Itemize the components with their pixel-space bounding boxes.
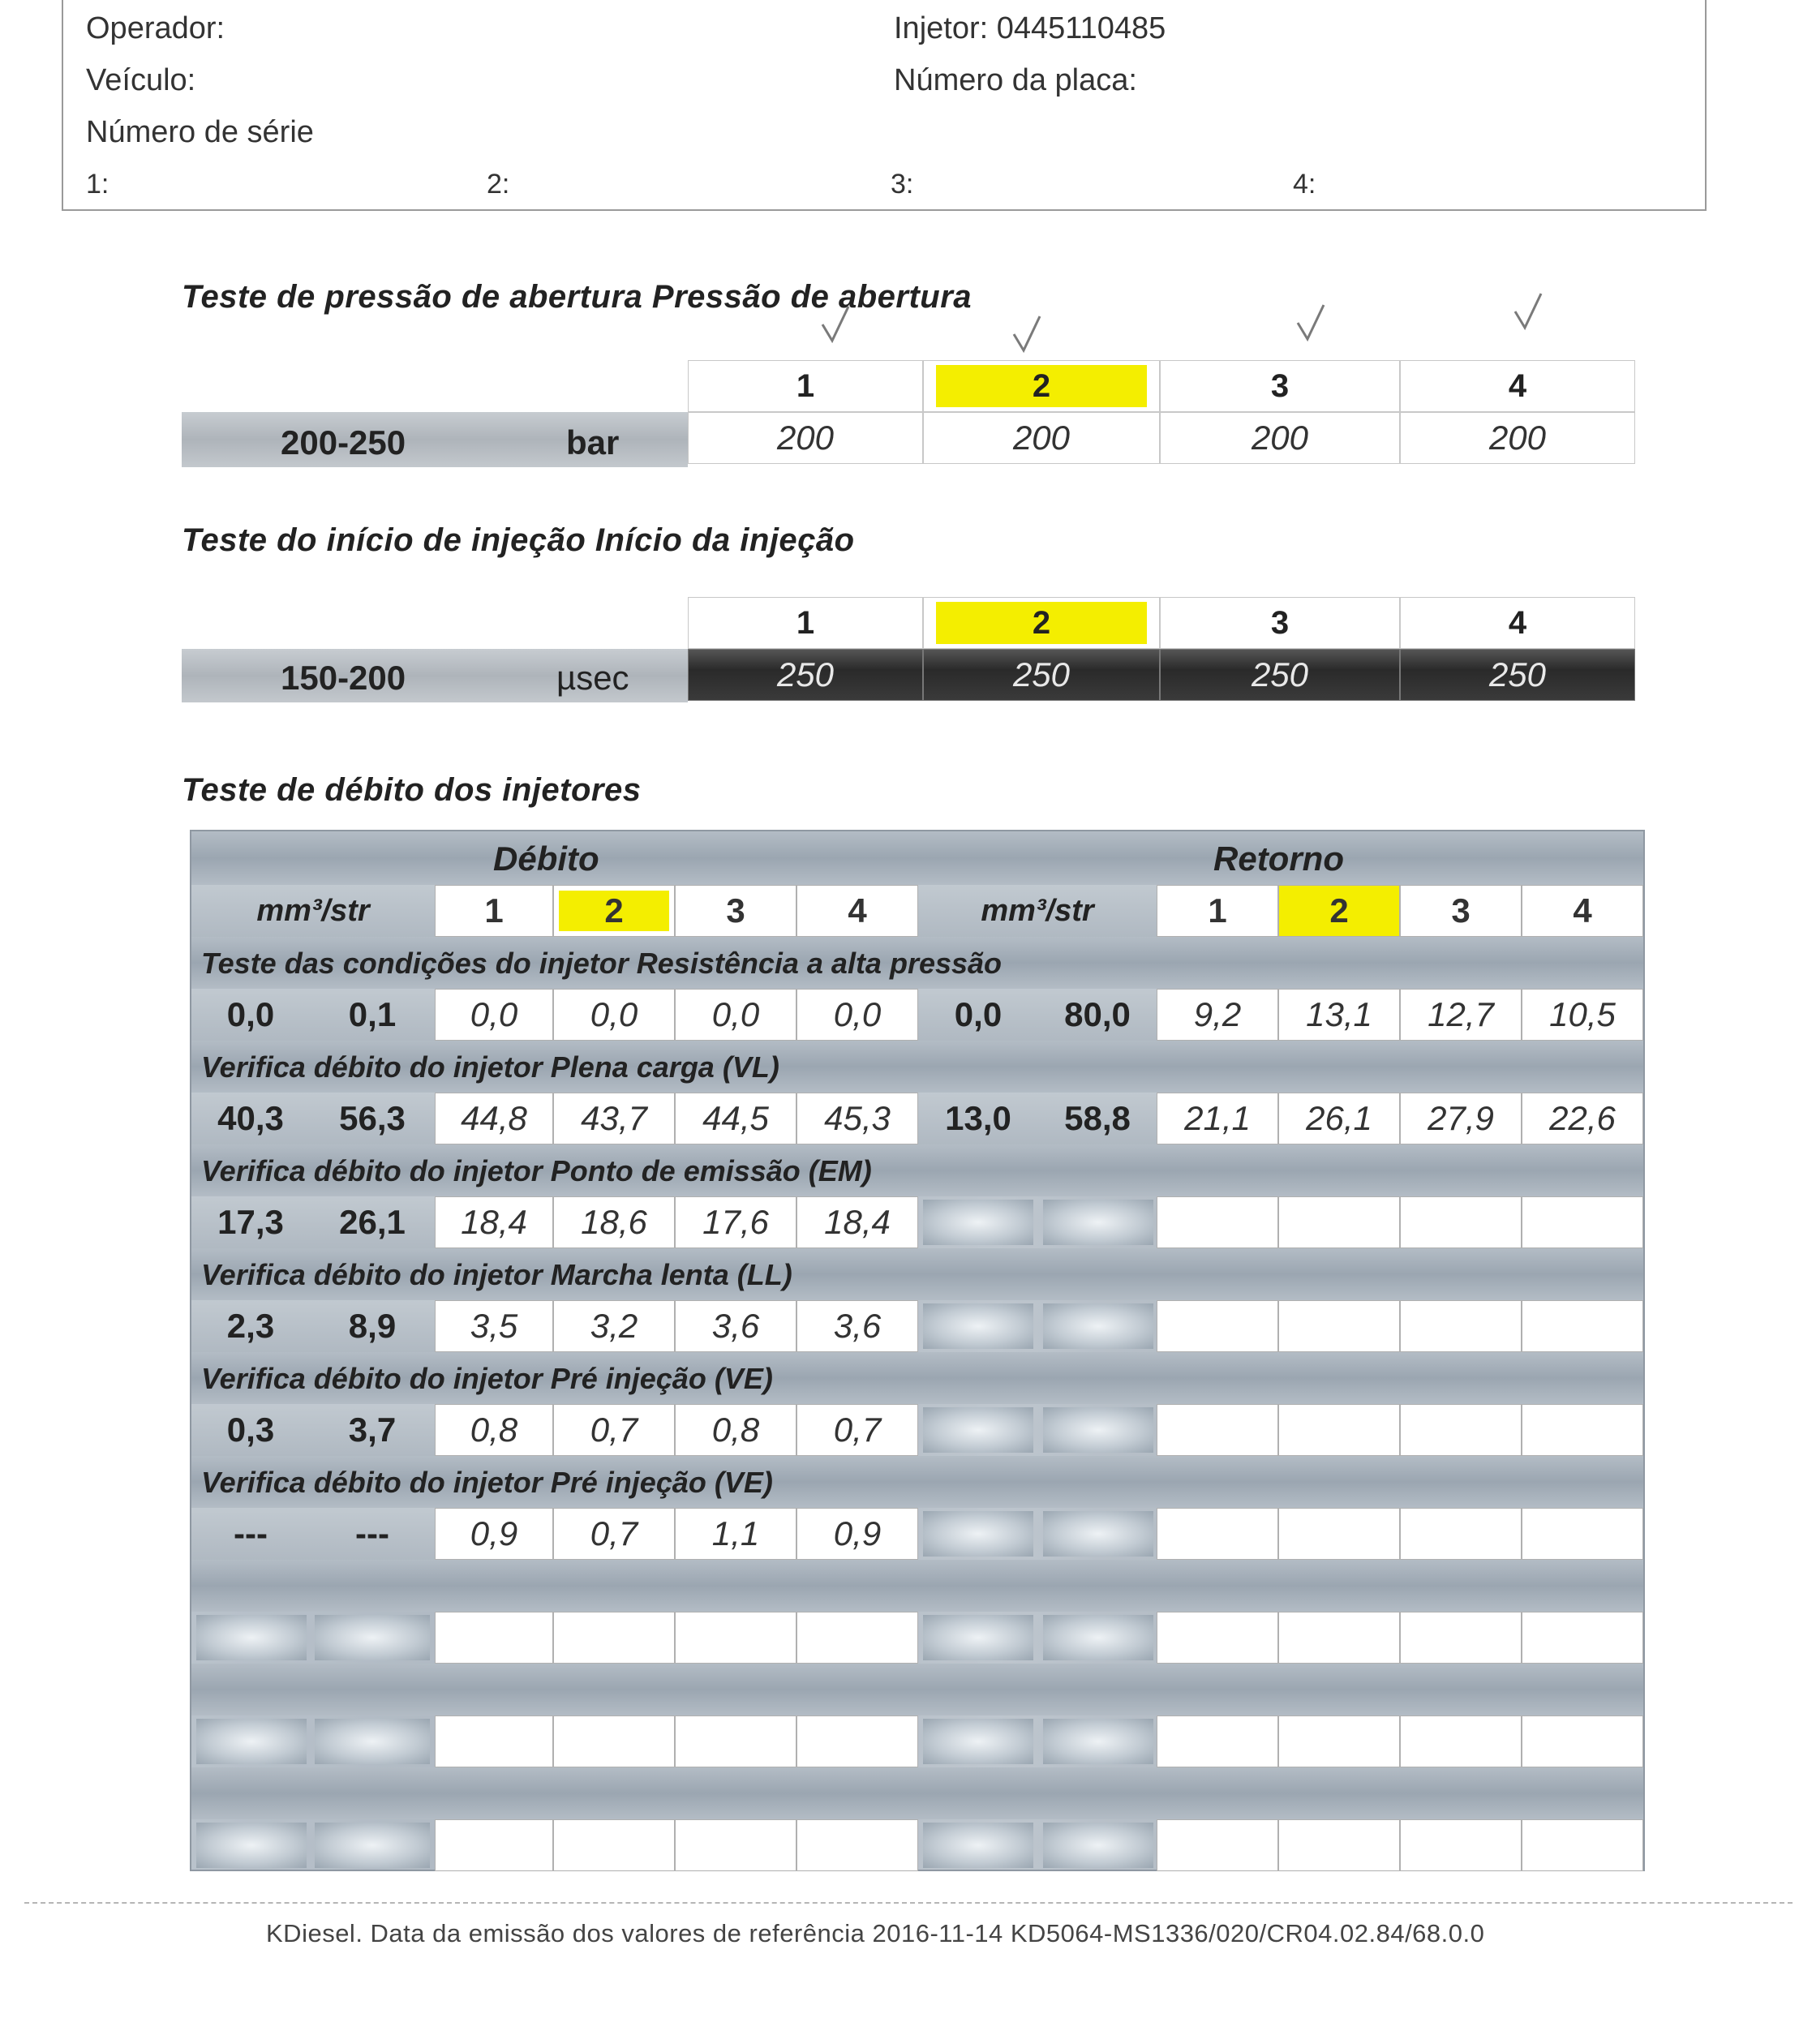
empty-cell [923, 1200, 1033, 1245]
serial-slot-2: 2: [487, 169, 510, 200]
retorno-value [1522, 1716, 1643, 1767]
debito-value: 0,7 [796, 1404, 918, 1456]
empty-cell [1043, 1407, 1153, 1453]
injetor-label: Injetor: 0445110485 [894, 11, 1166, 45]
debito-value: 3,6 [796, 1300, 918, 1352]
debito-min: 17,3 [191, 1196, 310, 1248]
retorno-value [1157, 1508, 1278, 1560]
retorno-value [1157, 1716, 1278, 1767]
retorno-value [1522, 1612, 1643, 1664]
debito-value: 43,7 [553, 1093, 675, 1144]
veiculo-label: Veículo: [86, 63, 196, 97]
opening_pressure-col-header: 2 [923, 360, 1160, 412]
retorno-value [1522, 1404, 1643, 1456]
empty-cell [923, 1823, 1033, 1868]
retorno-value [1278, 1508, 1400, 1560]
debito-value: 44,8 [435, 1093, 553, 1144]
serial-slot-4: 4: [1293, 169, 1316, 200]
retorno-value [1400, 1404, 1522, 1456]
debito-value: 0,0 [435, 989, 553, 1041]
retorno-value [1400, 1508, 1522, 1560]
debito-value [435, 1819, 553, 1871]
empty-cell [1043, 1823, 1153, 1868]
opening-pressure-title: Teste de pressão de abertura Pressão de abertura [182, 279, 972, 315]
empty-cell [196, 1615, 307, 1660]
debito-value: 0,7 [553, 1404, 675, 1456]
retorno-col-header: 2 [1278, 885, 1400, 937]
retorno-value [1522, 1508, 1643, 1560]
debito-unit: mm³/str [191, 885, 435, 937]
empty-cell [1043, 1200, 1153, 1245]
retorno-value: 26,1 [1278, 1093, 1400, 1144]
debito-value: 0,0 [553, 989, 675, 1041]
debito-value: 18,4 [796, 1196, 918, 1248]
retorno-value [1278, 1300, 1400, 1352]
debito-value [796, 1819, 918, 1871]
empty-cell [923, 1615, 1033, 1660]
debito-value: 18,6 [553, 1196, 675, 1248]
retorno-value [1157, 1300, 1278, 1352]
footer-divider [24, 1902, 1793, 1904]
empty-cell [1043, 1719, 1153, 1764]
flow-row-label: Verifica débito do injetor Marcha lenta (LL) [201, 1258, 792, 1291]
empty-cell [923, 1511, 1033, 1557]
debito-min: 40,3 [191, 1093, 310, 1144]
retorno-col-header: 4 [1522, 885, 1643, 937]
opening_pressure-value: 200 [1400, 412, 1635, 464]
retorno-value: 10,5 [1522, 989, 1643, 1041]
opening_pressure-value: 200 [1160, 412, 1400, 464]
debito-max: 26,1 [310, 1196, 435, 1248]
debito-value: 0,8 [675, 1404, 796, 1456]
debito-max: 0,1 [310, 989, 435, 1041]
opening-pressure-unit: bar [566, 423, 620, 462]
retorno-value: 12,7 [1400, 989, 1522, 1041]
debito-value: 18,4 [435, 1196, 553, 1248]
opening_pressure-value: 200 [688, 412, 923, 464]
injection_start-col-header: 2 [923, 597, 1160, 649]
debito-value: 45,3 [796, 1093, 918, 1144]
debito-value: 1,1 [675, 1508, 796, 1560]
flow-row-band [191, 1560, 1643, 1612]
empty-cell [1043, 1615, 1153, 1660]
debito-value: 44,5 [675, 1093, 796, 1144]
retorno-value [1400, 1612, 1522, 1664]
retorno-value: 27,9 [1400, 1093, 1522, 1144]
retorno-value [1278, 1612, 1400, 1664]
injection-start-range: 150-200 [281, 659, 406, 697]
flow-row-band [191, 1767, 1643, 1819]
empty-cell [1043, 1303, 1153, 1349]
injection_start-value: 250 [923, 649, 1160, 701]
retorno-value [1157, 1404, 1278, 1456]
retorno-min: 13,0 [918, 1093, 1038, 1144]
debito-col-header: 2 [553, 885, 675, 937]
flow-row-label: Verifica débito do injetor Pré injeção (VE) [201, 1362, 773, 1395]
debito-header: Débito [493, 840, 599, 878]
operador-label: Operador: [86, 11, 225, 45]
retorno-value [1278, 1196, 1400, 1248]
empty-cell [923, 1719, 1033, 1764]
retorno-value [1400, 1819, 1522, 1871]
flow-test-title: Teste de débito dos injetores [182, 772, 642, 808]
debito-value [675, 1612, 796, 1664]
debito-value: 0,0 [796, 989, 918, 1041]
debito-col-header: 3 [675, 885, 796, 937]
empty-cell [196, 1823, 307, 1868]
debito-value: 0,0 [675, 989, 796, 1041]
retorno-unit: mm³/str [918, 885, 1157, 937]
retorno-col-header: 1 [1157, 885, 1278, 937]
retorno-header: Retorno [1213, 840, 1344, 878]
debito-max: 56,3 [310, 1093, 435, 1144]
retorno-value [1522, 1196, 1643, 1248]
retorno-value [1522, 1819, 1643, 1871]
retorno-value [1400, 1300, 1522, 1352]
debito-value [553, 1612, 675, 1664]
retorno-value [1278, 1404, 1400, 1456]
serial-slot-3: 3: [891, 169, 914, 200]
injection-start-range-bar [182, 649, 688, 702]
retorno-max: 80,0 [1038, 989, 1157, 1041]
injection-start-unit: µsec [556, 659, 629, 697]
debito-value: 0,9 [435, 1508, 553, 1560]
flow-row-label: Verifica débito do injetor Plena carga (VL) [201, 1050, 779, 1084]
retorno-value [1522, 1300, 1643, 1352]
retorno-value [1278, 1819, 1400, 1871]
debito-value: 0,9 [796, 1508, 918, 1560]
empty-cell [923, 1303, 1033, 1349]
placa-label: Número da placa: [894, 63, 1137, 97]
debito-col-header: 4 [796, 885, 918, 937]
retorno-value [1157, 1819, 1278, 1871]
check-mark-icon [1512, 289, 1544, 333]
debito-min: 0,0 [191, 989, 310, 1041]
empty-cell [196, 1719, 307, 1764]
debito-value [675, 1819, 796, 1871]
debito-max: 8,9 [310, 1300, 435, 1352]
debito-max: 3,7 [310, 1404, 435, 1456]
debito-value: 3,2 [553, 1300, 675, 1352]
injection_start-col-header: 4 [1400, 597, 1635, 649]
retorno-col-header: 3 [1400, 885, 1522, 937]
debito-value: 3,6 [675, 1300, 796, 1352]
injection_start-value: 250 [1400, 649, 1635, 701]
retorno-value: 13,1 [1278, 989, 1400, 1041]
opening_pressure-col-header: 1 [688, 360, 923, 412]
debito-min: --- [191, 1508, 310, 1560]
vehicle-info-box [62, 0, 1707, 211]
debito-min: 2,3 [191, 1300, 310, 1352]
empty-cell [923, 1407, 1033, 1453]
flow-row-label: Verifica débito do injetor Pré injeção (VE) [201, 1466, 773, 1499]
retorno-value [1157, 1612, 1278, 1664]
opening-pressure-range: 200-250 [281, 423, 406, 462]
flow-row-label: Verifica débito do injetor Ponto de emissão (EM) [201, 1154, 872, 1187]
retorno-value: 21,1 [1157, 1093, 1278, 1144]
debito-value [796, 1716, 918, 1767]
debito-value [675, 1716, 796, 1767]
retorno-value [1278, 1716, 1400, 1767]
debito-value [553, 1819, 675, 1871]
empty-cell [1043, 1511, 1153, 1557]
flow-row-label: Teste das condições do injetor Resistência a alta pressão [201, 947, 1003, 980]
retorno-value [1400, 1716, 1522, 1767]
debito-value: 0,7 [553, 1508, 675, 1560]
retorno-value: 9,2 [1157, 989, 1278, 1041]
retorno-max: 58,8 [1038, 1093, 1157, 1144]
debito-value: 0,8 [435, 1404, 553, 1456]
flow-header-band [191, 831, 1643, 885]
debito-value: 17,6 [675, 1196, 796, 1248]
debito-value [553, 1716, 675, 1767]
debito-col-header: 1 [435, 885, 553, 937]
injection-start-title: Teste do início de injeção Início da injeção [182, 522, 855, 558]
opening_pressure-col-header: 4 [1400, 360, 1635, 412]
retorno-value: 22,6 [1522, 1093, 1643, 1144]
check-mark-icon [1011, 311, 1043, 355]
debito-value: 3,5 [435, 1300, 553, 1352]
debito-min: 0,3 [191, 1404, 310, 1456]
injection_start-value: 250 [688, 649, 923, 701]
flow-row-band [191, 1664, 1643, 1716]
debito-value [796, 1612, 918, 1664]
check-mark-icon [1295, 300, 1327, 344]
empty-cell [315, 1823, 430, 1868]
injection_start-col-header: 3 [1160, 597, 1400, 649]
retorno-value [1400, 1196, 1522, 1248]
injection_start-col-header: 1 [688, 597, 923, 649]
retorno-min: 0,0 [918, 989, 1038, 1041]
debito-value [435, 1612, 553, 1664]
serie-label: Número de série [86, 115, 314, 149]
footer-reference: KDiesel. Data da emissão dos valores de referência 2016-11-14 KD5064-MS1336/020/CR04.02.84/68.0.0 [266, 1919, 1485, 1947]
opening_pressure-col-header: 3 [1160, 360, 1400, 412]
debito-value [435, 1716, 553, 1767]
check-mark-icon [819, 302, 852, 346]
empty-cell [315, 1615, 430, 1660]
opening_pressure-value: 200 [923, 412, 1160, 464]
debito-max: --- [310, 1508, 435, 1560]
injection_start-value: 250 [1160, 649, 1400, 701]
empty-cell [315, 1719, 430, 1764]
flow-test-table [190, 830, 1645, 1871]
opening-pressure-range-bar [182, 412, 688, 467]
serial-slot-1: 1: [86, 169, 109, 200]
retorno-value [1157, 1196, 1278, 1248]
